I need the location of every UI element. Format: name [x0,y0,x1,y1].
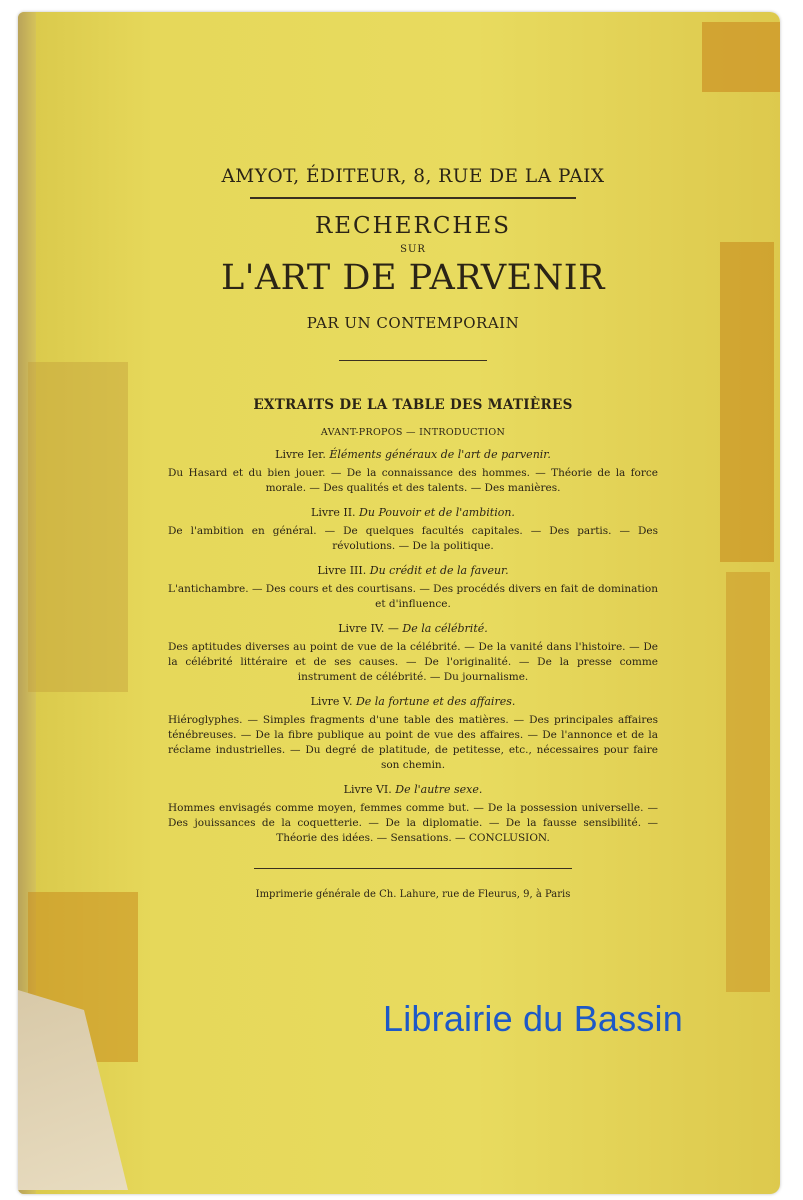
book-section-5 [168,694,658,773]
book-heading [168,694,658,709]
book-heading [168,447,658,462]
book-heading [168,621,658,636]
book-heading [168,782,658,797]
publisher-rule [250,197,576,199]
book-label: Livre V. [310,694,353,708]
printer-line: Imprimerie générale de Ch. Lahure, rue de Fleurus, 9, à Paris [255,888,571,900]
watermark: Librairie du Bassin [383,998,683,1039]
printer-rule [254,868,572,869]
title-rule [339,360,487,361]
book-section-1 [168,447,658,496]
book-contents: Du Hasard et du bien jouer. — De la connaissance des hommes. — Théorie de la force morale. — Des qualités et des talents. — Des manières. [168,466,658,494]
title-recherches: RECHERCHES [314,213,512,239]
author-line: PAR UN CONTEMPORAIN [306,313,520,332]
book-title: De l'autre sexe. [395,782,483,796]
cover-content [168,160,658,900]
main-title: L'ART DE PARVENIR [221,258,605,298]
tape-right-lower [726,572,770,992]
book-contents: Hiéroglyphes. — Simples fragments d'une table des matières. — Des principales affaires ténébreuses. — De la fibre publique au point de vue des affaires. — De l'annonce et de la réclame industrielles. — Du degré de platitude, de petitesse, etc., nécessaires pour faire son chemin. [168,713,658,771]
tape-right-upper [720,242,774,562]
book-label: Livre Ier. [275,447,326,461]
book-label: Livre IV. — [338,621,399,635]
book-section-6 [168,782,658,846]
book-section-2 [168,505,658,554]
book-title: De la célébrité. [402,621,488,635]
toc-heading: EXTRAITS DE LA TABLE DES MATIÈRES [253,396,573,413]
book-section-3 [168,563,658,612]
book-section-4 [168,621,658,685]
publisher-line: AMYOT, ÉDITEUR, 8, RUE DE LA PAIX [221,166,605,187]
book-title: De la fortune et des affaires. [355,694,516,708]
book-heading [168,505,658,520]
tape-left-upper [28,362,128,692]
book-label: Livre III. [317,563,367,577]
book-heading [168,563,658,578]
book-contents: Hommes envisagés comme moyen, femmes comme but. — De la possession universelle. — Des jouissances de la coquetterie. — De la diplomatie. — De la fausse sensibilité. — Théorie des idées. — Sensations. — CONCLUSION. [168,801,658,844]
book-contents: De l'ambition en général. — De quelques facultés capitales. — Des partis. — Des révolutions. — De la politique. [168,524,658,552]
title-sur: SUR [400,244,426,255]
book-label: Livre II. [311,505,356,519]
book-label: Livre VI. [343,782,392,796]
avant-propos: AVANT-PROPOS — INTRODUCTION [320,426,506,438]
book-contents: Des aptitudes diverses au point de vue de la célébrité. — De la vanité dans l'histoire. — De la célébrité littéraire et de ses causes. — De l'originalité. — De la presse comme instrument de célébrité. — Du journalisme. [168,640,658,683]
book-title: Du crédit et de la faveur. [369,563,509,577]
book-contents: L'antichambre. — Des cours et des courtisans. — Des procédés divers en fait de domination et d'influence. [168,582,658,610]
book-title: Du Pouvoir et de l'ambition. [359,505,515,519]
tape-top-right [702,22,780,92]
book-title: Éléments généraux de l'art de parvenir. [329,447,551,461]
